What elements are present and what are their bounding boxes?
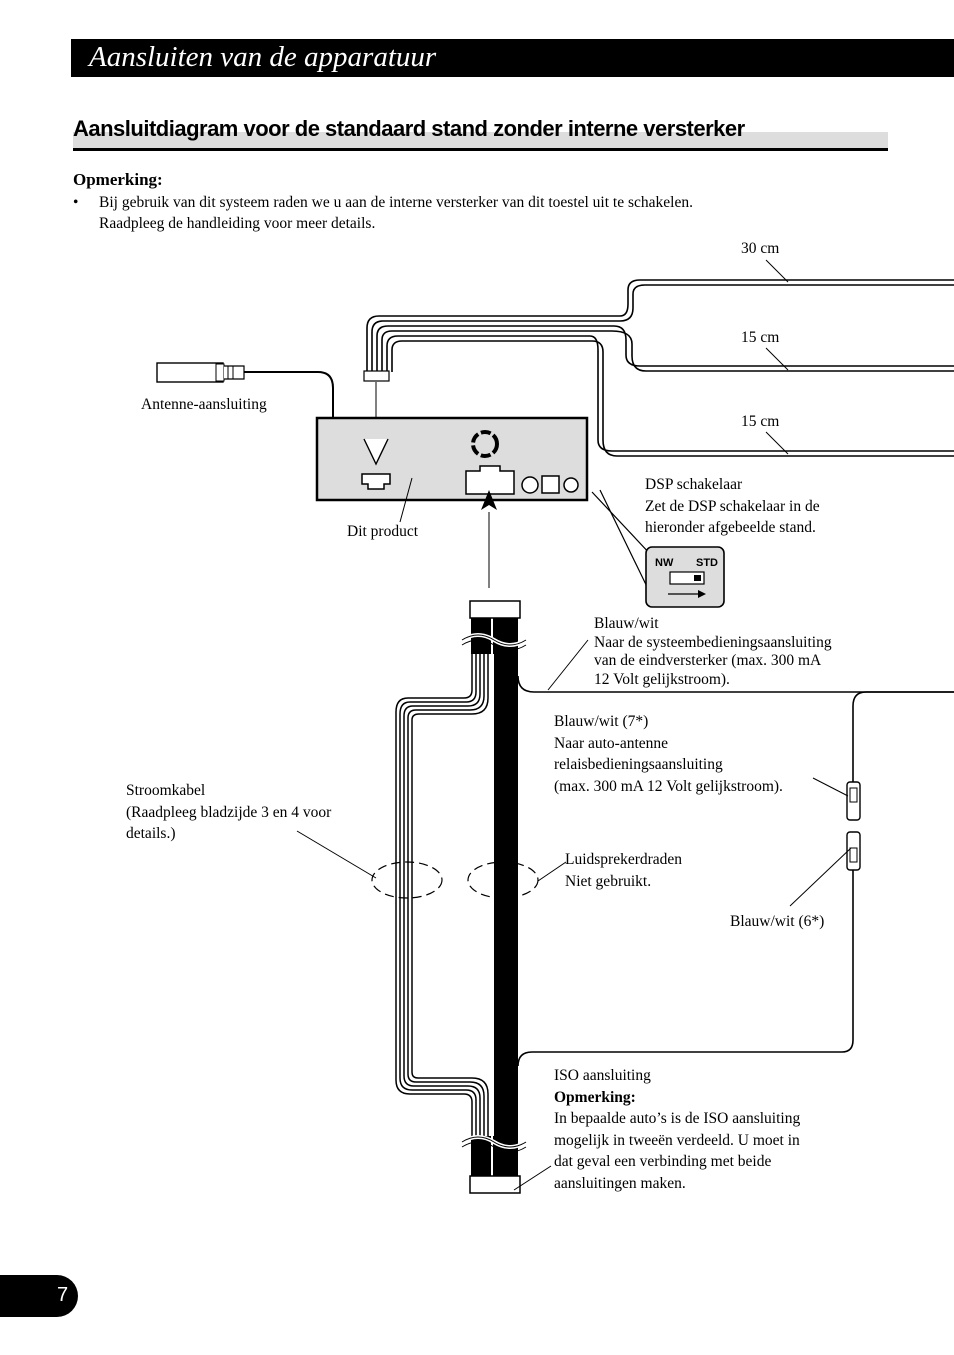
length-30cm-label: 30 cm xyxy=(741,240,780,257)
note-line-1: Bij gebruik van dit systeem raden we u aan de interne versterker van dit toestel uit te schakelen. xyxy=(99,194,693,211)
iso-line-2: mogelijk in tweeën verdeeld. U moet in xyxy=(554,1131,800,1149)
dsp-switch-label xyxy=(645,474,820,539)
bw-line-3: 12 Volt gelijkstroom). xyxy=(594,670,730,688)
product-label: Dit product xyxy=(347,523,419,540)
speaker-wires-label xyxy=(565,849,682,892)
bw7-line-1: Naar auto-antenne xyxy=(554,734,669,752)
power-line-1: (Raadpleeg bladzijde 3 en 4 voor xyxy=(126,803,332,821)
iso-cable-top xyxy=(462,601,526,654)
page-number: 7 xyxy=(57,1284,69,1306)
page-title: Aansluiten van de apparatuur xyxy=(89,41,437,73)
power-cable-marker xyxy=(372,862,442,898)
speaker-wire-bundle xyxy=(494,654,518,1146)
bw7-title: Blauw/wit (7*) xyxy=(554,713,649,730)
length-15cm-label-1: 15 cm xyxy=(741,329,780,346)
bullet-dot: • xyxy=(73,194,79,211)
blue-white-7-label xyxy=(554,711,783,797)
iso-cable-bottom xyxy=(462,1136,526,1193)
blue-white-label xyxy=(594,615,832,689)
bw-line-1: Naar de systeembedieningsaansluiting xyxy=(594,633,832,651)
note-line-2: Raadpleeg de handleiding voor meer details. xyxy=(99,215,376,232)
iso-note-heading xyxy=(554,1087,800,1109)
note-heading: Opmerking: xyxy=(73,170,163,189)
iso-line-4: aansluitingen maken. xyxy=(554,1174,686,1192)
length-15cm-label-2: 15 cm xyxy=(741,413,780,430)
section-title-text: Aansluitdiagram voor de standaard stand zonder interne versterker xyxy=(73,116,745,141)
iso-line-3: dat geval een verbinding met beide xyxy=(554,1153,772,1170)
blue-white-6-label: Blauw/wit (6*) xyxy=(730,913,825,930)
power-cable xyxy=(396,654,488,1138)
iso-title: ISO aansluiting xyxy=(554,1067,651,1084)
dsp-line-2: hieronder afgebeelde stand. xyxy=(645,519,816,536)
power-line-2: details.) xyxy=(126,825,176,842)
spk-line-1: Niet gebruikt. xyxy=(565,872,652,890)
cable-plug xyxy=(364,371,389,381)
power-cable-label xyxy=(126,780,331,845)
iso-arrow xyxy=(481,490,497,588)
antenna-label: Antenne-aansluiting xyxy=(141,396,267,413)
bw-title: Blauw/wit xyxy=(594,615,659,632)
iso-label xyxy=(554,1065,800,1194)
product-body xyxy=(317,418,587,500)
dsp-line-1: Zet de DSP schakelaar in de xyxy=(645,497,820,515)
page-number-tab xyxy=(0,1275,78,1317)
bw7-line-3: (max. 300 mA 12 Volt gelijkstroom). xyxy=(554,777,783,795)
spk-title: Luidsprekerdraden xyxy=(565,851,683,868)
bw7-line-2: relaisbedieningsaansluiting xyxy=(554,756,723,773)
dsp-title: DSP schakelaar xyxy=(645,476,743,493)
bw-line-2: van de eindversterker (max. 300 mA xyxy=(594,652,822,669)
iso-note-bold: Opmerking: xyxy=(554,1088,636,1106)
power-title: Stroomkabel xyxy=(126,782,206,799)
switch-std-label: STD xyxy=(696,557,718,569)
switch-nw-label: NW xyxy=(655,557,674,569)
iso-line-1: In bepaalde auto’s is de ISO aansluiting xyxy=(554,1110,801,1127)
